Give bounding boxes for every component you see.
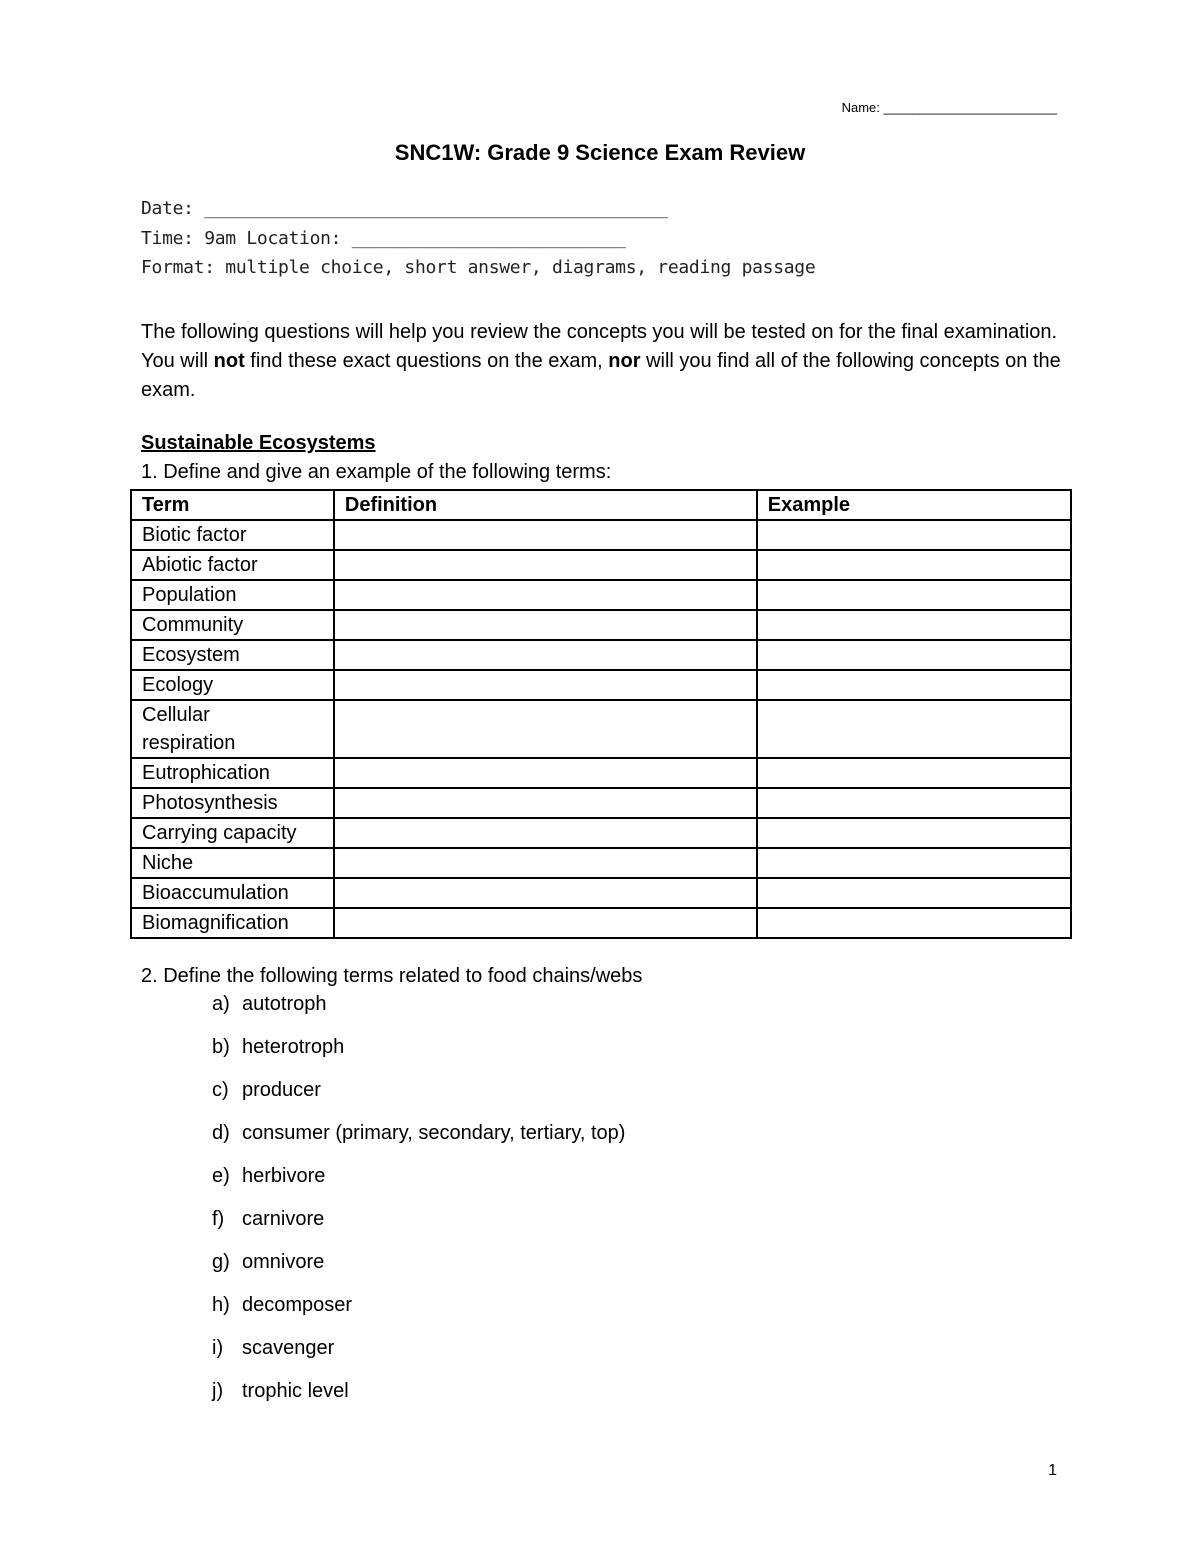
example-cell[interactable] xyxy=(757,520,1071,550)
definition-cell[interactable] xyxy=(334,818,757,848)
name-field-label: Name: ________________________ xyxy=(841,100,1057,115)
header-example: Example xyxy=(757,490,1071,520)
definition-cell[interactable] xyxy=(334,610,757,640)
table-row xyxy=(131,878,1071,908)
table-row xyxy=(131,640,1071,670)
example-cell[interactable] xyxy=(757,670,1071,700)
term-cell: Community xyxy=(131,610,334,640)
term-cell: Eutrophication xyxy=(131,758,334,788)
list-item-letter: h) xyxy=(212,1294,230,1316)
list-item-letter: j) xyxy=(212,1380,224,1402)
list-item xyxy=(212,1294,625,1337)
definition-cell[interactable] xyxy=(334,520,757,550)
list-item xyxy=(212,1251,625,1294)
list-item xyxy=(212,1380,625,1423)
intro-paragraph xyxy=(141,318,1061,405)
list-item-letter: g) xyxy=(212,1251,230,1273)
list-item xyxy=(212,1036,625,1079)
term-cell: Biotic factor xyxy=(131,520,334,550)
intro-text-3: will you find all of the following concepts on the exam. xyxy=(141,350,1061,401)
table-header-row xyxy=(131,490,1071,520)
list-item-letter: a) xyxy=(212,993,230,1015)
table-row xyxy=(131,580,1071,610)
list-item-text: consumer (primary, secondary, tertiary, top) xyxy=(242,1122,626,1144)
table-row xyxy=(131,848,1071,878)
intro-text-2: find these exact questions on the exam, xyxy=(244,350,609,372)
question-1: 1. Define and give an example of the following terms: xyxy=(141,461,612,483)
term-cell: Photosynthesis xyxy=(131,788,334,818)
date-line: Date: ____________________________________________ xyxy=(141,198,668,219)
table-row xyxy=(131,700,1071,758)
term-cell: Population xyxy=(131,580,334,610)
term-cell: Niche xyxy=(131,848,334,878)
example-cell[interactable] xyxy=(757,788,1071,818)
time-location-line: Time: 9am Location: __________________________ xyxy=(141,228,626,249)
definition-cell[interactable] xyxy=(334,580,757,610)
term-cell: Carrying capacity xyxy=(131,818,334,848)
list-item-text: scavenger xyxy=(242,1337,335,1359)
definition-cell[interactable] xyxy=(334,670,757,700)
list-item-text: decomposer xyxy=(242,1294,353,1316)
terms-table xyxy=(130,489,1072,939)
list-item-letter: c) xyxy=(212,1079,229,1101)
page-title: SNC1W: Grade 9 Science Exam Review xyxy=(394,140,806,165)
list-item-letter: b) xyxy=(212,1036,230,1058)
list-item-letter: f) xyxy=(212,1208,225,1230)
list-item-letter: d) xyxy=(212,1122,230,1144)
intro-bold-not: not xyxy=(213,350,245,372)
definition-cell[interactable] xyxy=(334,908,757,938)
question-2: 2. Define the following terms related to food chains/webs xyxy=(141,965,643,987)
example-cell[interactable] xyxy=(757,550,1071,580)
term-cell: Ecosystem xyxy=(131,640,334,670)
intro-text-1: The following questions will help you review the concepts you will be tested on for the final examination. You will xyxy=(141,321,1058,372)
definition-cell[interactable] xyxy=(334,758,757,788)
table-row xyxy=(131,758,1071,788)
example-cell[interactable] xyxy=(757,848,1071,878)
page-number: 1 xyxy=(1048,1462,1057,1479)
example-cell[interactable] xyxy=(757,818,1071,848)
definition-cell[interactable] xyxy=(334,788,757,818)
example-cell[interactable] xyxy=(757,758,1071,788)
list-item xyxy=(212,1122,625,1165)
list-item-text: omnivore xyxy=(242,1251,325,1273)
intro-bold-nor: nor xyxy=(608,350,641,372)
definition-cell[interactable] xyxy=(334,848,757,878)
example-cell[interactable] xyxy=(757,908,1071,938)
term-cell: Ecology xyxy=(131,670,334,700)
section-heading: Sustainable Ecosystems xyxy=(141,432,376,454)
table-row xyxy=(131,818,1071,848)
table-row xyxy=(131,908,1071,938)
table-row xyxy=(131,788,1071,818)
table-row xyxy=(131,520,1071,550)
list-item-text: heterotroph xyxy=(242,1036,345,1058)
term-cell: Cellular respiration xyxy=(131,700,334,758)
example-cell[interactable] xyxy=(757,700,1071,758)
term-cell: Abiotic factor xyxy=(131,550,334,580)
definition-cell[interactable] xyxy=(334,878,757,908)
example-cell[interactable] xyxy=(757,610,1071,640)
example-cell[interactable] xyxy=(757,640,1071,670)
example-cell[interactable] xyxy=(757,580,1071,610)
list-item-text: trophic level xyxy=(242,1380,349,1402)
term-cell: Bioaccumulation xyxy=(131,878,334,908)
term-cell: Biomagnification xyxy=(131,908,334,938)
header-definition: Definition xyxy=(334,490,757,520)
list-item xyxy=(212,1165,625,1208)
table-row xyxy=(131,610,1071,640)
list-item-letter: i) xyxy=(212,1337,224,1359)
definition-cell[interactable] xyxy=(334,550,757,580)
list-item xyxy=(212,993,625,1036)
table-row xyxy=(131,550,1071,580)
list-item xyxy=(212,1079,625,1122)
list-item-text: carnivore xyxy=(242,1208,325,1230)
format-line: Format: multiple choice, short answer, diagrams, reading passage xyxy=(141,257,816,278)
food-chain-term-list xyxy=(212,993,625,1423)
list-item-text: herbivore xyxy=(242,1165,326,1187)
list-item xyxy=(212,1337,625,1380)
list-item-text: autotroph xyxy=(242,993,327,1015)
list-item xyxy=(212,1208,625,1251)
list-item-letter: e) xyxy=(212,1165,230,1187)
definition-cell[interactable] xyxy=(334,700,757,758)
list-item-text: producer xyxy=(242,1079,321,1101)
table-row xyxy=(131,670,1071,700)
example-cell[interactable] xyxy=(757,878,1071,908)
definition-cell[interactable] xyxy=(334,640,757,670)
header-term: Term xyxy=(131,490,334,520)
